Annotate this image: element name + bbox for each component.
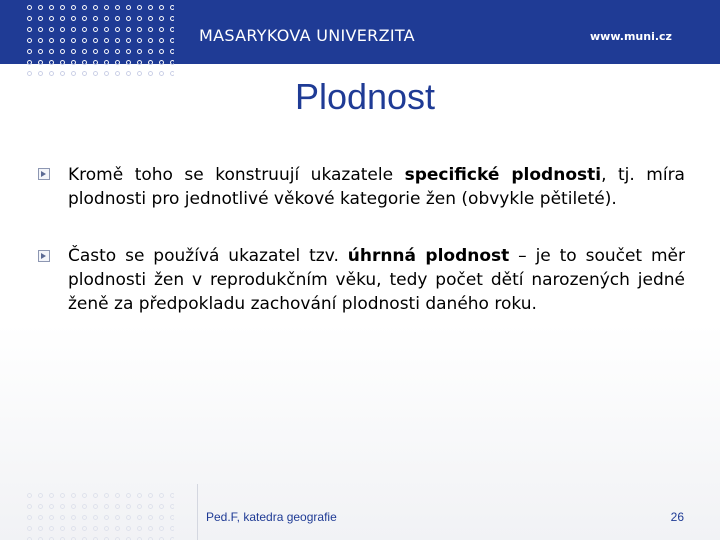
arrow-bullet-icon bbox=[38, 250, 50, 262]
bullet-bold-term: specifické plodnosti bbox=[404, 165, 602, 185]
dot-pattern-decoration-bottom bbox=[24, 490, 174, 540]
footer-divider bbox=[197, 484, 198, 540]
bullet-text: , tj. míra plodnosti pro jednotlivé věkové kategorie žen (obvykle pětileté). bbox=[68, 165, 685, 209]
bullet-bold-term: úhrnná plodnost bbox=[347, 246, 510, 266]
bullet-text: – je to součet měr plodnosti žen v reprodukčním věku, tedy počet dětí narozených jedné ženě za předpokladu zachování plodnosti daného roku. bbox=[68, 246, 685, 314]
arrow-bullet-icon bbox=[38, 168, 50, 180]
bullet-text: Často se používá ukazatel tzv. bbox=[68, 246, 348, 266]
bullet-total-fertility bbox=[68, 244, 685, 316]
dot-pattern-overlay bbox=[24, 2, 174, 64]
bullet-specific-fertility bbox=[68, 163, 685, 211]
university-url: www.muni.cz bbox=[590, 30, 672, 43]
slide-title: Plodnost bbox=[294, 76, 436, 117]
university-name: MASARYKOVA UNIVERZITA bbox=[199, 26, 415, 45]
bullet-text: Kromě toho se konstruují ukazatele bbox=[68, 165, 405, 185]
page-number: 26 bbox=[670, 510, 684, 524]
footer-text: Ped.F, katedra geografie bbox=[206, 510, 337, 524]
